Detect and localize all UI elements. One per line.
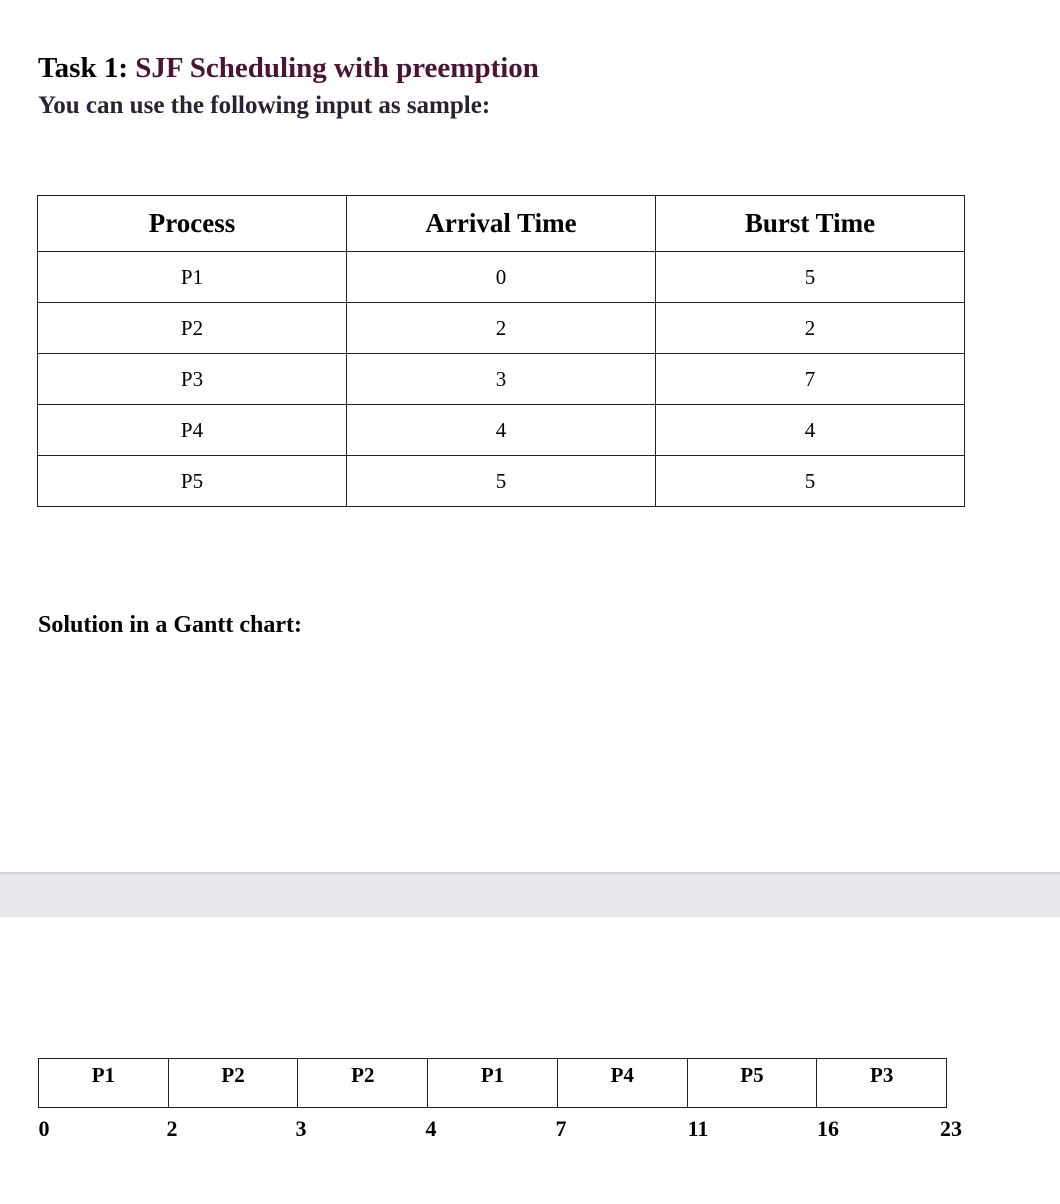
header-arrival-time: Arrival Time	[347, 196, 656, 252]
table-row	[38, 405, 965, 456]
cell-process: P5	[38, 456, 347, 507]
cell-process: P2	[38, 303, 347, 354]
cell-arrival: 2	[347, 303, 656, 354]
cell-burst: 2	[656, 303, 965, 354]
header-burst-time: Burst Time	[656, 196, 965, 252]
gantt-heading: Solution in a Gantt chart:	[38, 612, 303, 638]
table-row	[38, 456, 965, 507]
task-title	[38, 52, 539, 85]
task-title-main: SJF Scheduling with preemption	[135, 52, 539, 84]
table-row	[38, 303, 965, 354]
task-title-prefix: Task 1:	[38, 52, 136, 84]
gantt-segment: P4	[558, 1059, 688, 1107]
header-process: Process	[38, 196, 347, 252]
cell-arrival: 4	[347, 405, 656, 456]
table-row	[38, 354, 965, 405]
gantt-tick: 2	[166, 1116, 178, 1141]
gantt-tick: 11	[687, 1116, 709, 1141]
cell-process: P4	[38, 405, 347, 456]
cell-burst: 4	[656, 405, 965, 456]
cell-burst: 7	[656, 354, 965, 405]
gantt-tick: 0	[38, 1116, 50, 1141]
gantt-segment: P2	[298, 1059, 428, 1107]
cell-burst: 5	[656, 252, 965, 303]
gantt-tick: 7	[555, 1116, 567, 1141]
gantt-tick: 23	[940, 1116, 962, 1141]
gantt-tick: 4	[425, 1116, 437, 1141]
gantt-segment: P5	[688, 1059, 818, 1107]
task-subtitle: You can use the following input as sample:	[38, 92, 491, 119]
cell-arrival: 0	[347, 252, 656, 303]
gantt-chart	[38, 1058, 947, 1108]
table-row	[38, 252, 965, 303]
gantt-tick: 16	[817, 1116, 839, 1141]
cell-arrival: 3	[347, 354, 656, 405]
gantt-segment: P3	[870, 1063, 894, 1087]
gantt-segment: P2	[169, 1059, 299, 1107]
gantt-segment: P1	[39, 1059, 169, 1107]
cell-process: P1	[38, 252, 347, 303]
cell-process: P3	[38, 354, 347, 405]
gantt-time-axis	[0, 1116, 1060, 1146]
page-separator	[0, 872, 1060, 917]
process-table	[37, 195, 965, 507]
table-header-row	[38, 196, 965, 252]
cell-arrival: 5	[347, 456, 656, 507]
gantt-segment: P1	[428, 1059, 558, 1107]
gantt-tick: 3	[295, 1116, 307, 1141]
cell-burst: 5	[656, 456, 965, 507]
